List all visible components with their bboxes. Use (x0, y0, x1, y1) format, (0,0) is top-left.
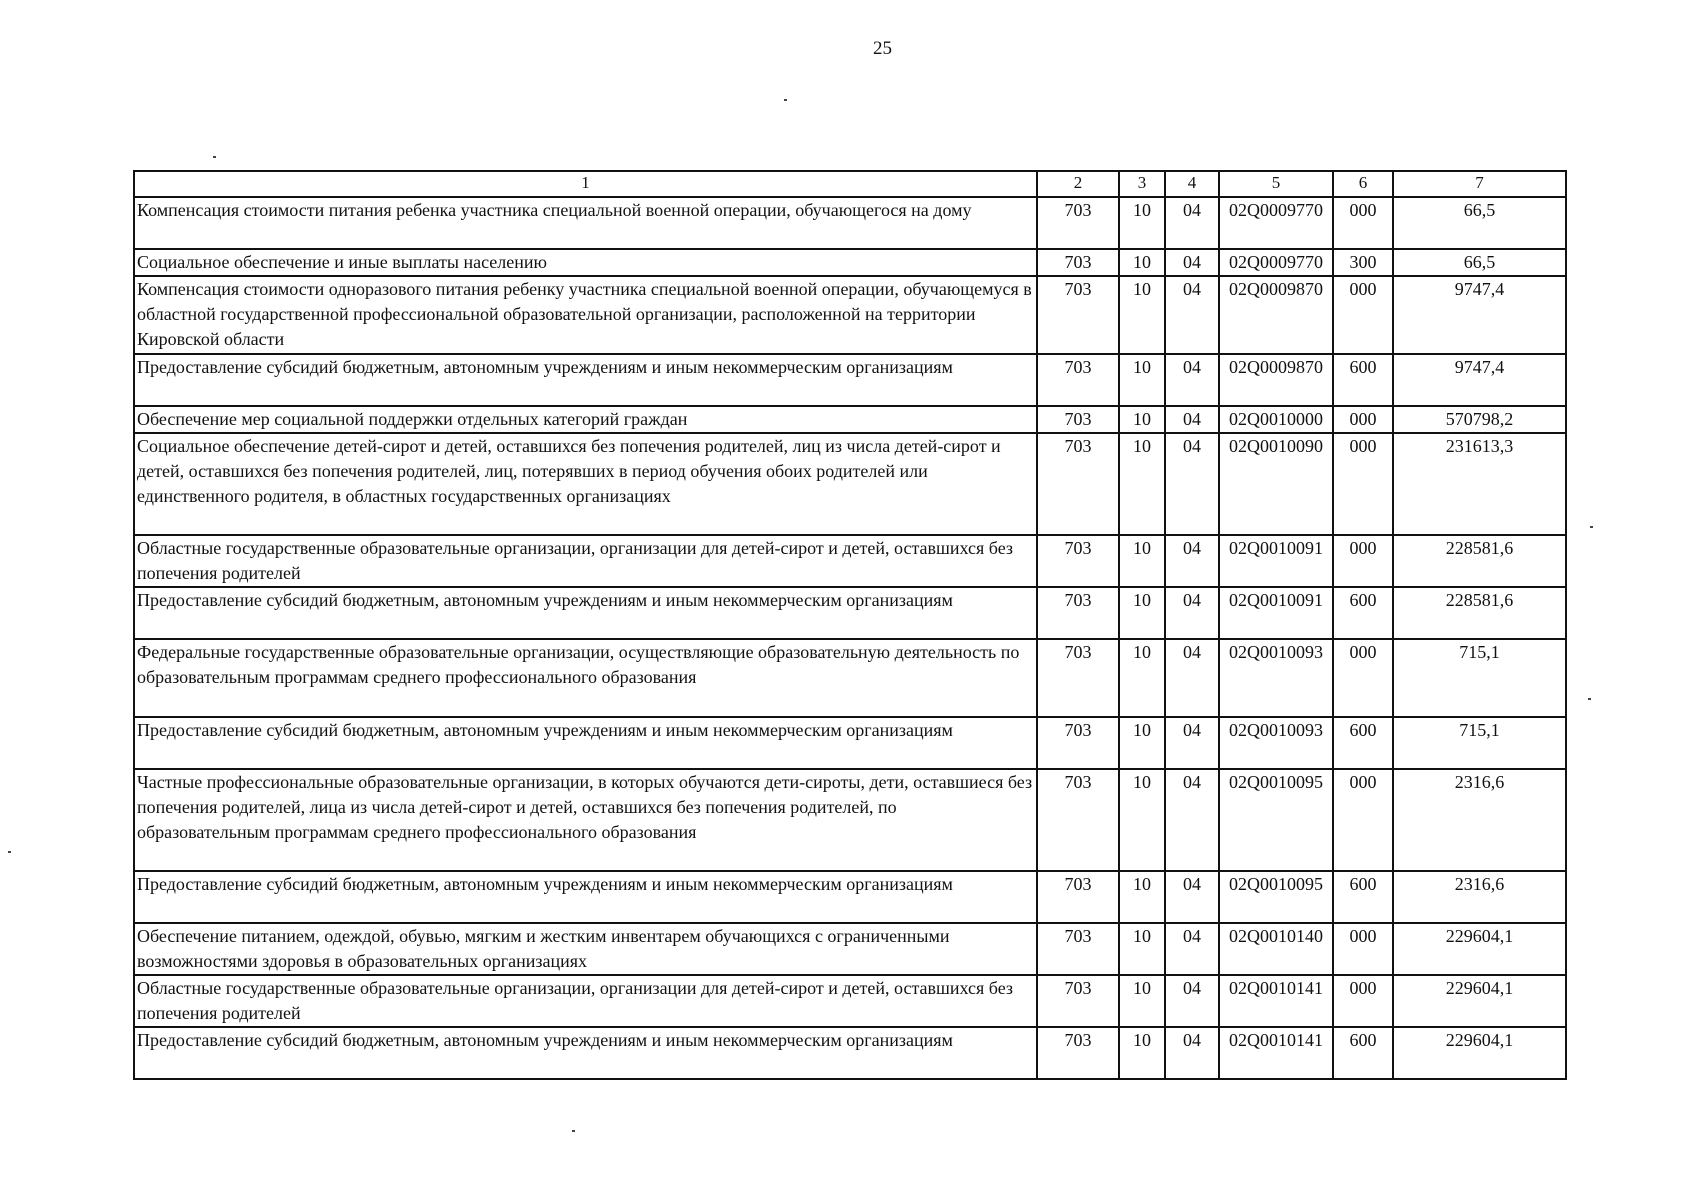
subsection-code: 04 (1165, 249, 1219, 276)
target-article-code: 02Q0009770 (1219, 197, 1333, 249)
scan-speck (1588, 698, 1591, 700)
subsection-code: 04 (1165, 406, 1219, 433)
table-row (134, 276, 1566, 354)
section-code: 10 (1119, 639, 1165, 717)
expense-type-code: 000 (1333, 406, 1393, 433)
table-row (134, 923, 1566, 975)
target-article-code: 02Q0010093 (1219, 639, 1333, 717)
column-header: 3 (1119, 171, 1165, 197)
target-article-code: 02Q0010140 (1219, 923, 1333, 975)
scan-speck (8, 851, 11, 853)
expense-name: Компенсация стоимости одноразового питания ребенку участника специальной военной операции, обучающемуся в областной государственной профессиональной образовательной организации, расположенной на территории Кировской области (134, 276, 1037, 354)
ministry-code: 703 (1037, 433, 1119, 535)
column-header: 1 (134, 171, 1037, 197)
table-row (134, 197, 1566, 249)
section-code: 10 (1119, 197, 1165, 249)
table-row (134, 975, 1566, 1027)
section-code: 10 (1119, 1027, 1165, 1079)
ministry-code: 703 (1037, 535, 1119, 587)
scan-speck (784, 99, 787, 101)
budget-table (133, 170, 1567, 1080)
subsection-code: 04 (1165, 276, 1219, 354)
expense-name: Областные государственные образовательные организации, организации для детей-сирот и детей, оставшихся без попечения родителей (134, 975, 1037, 1027)
ministry-code: 703 (1037, 587, 1119, 639)
amount: 2316,6 (1393, 769, 1566, 871)
column-header: 5 (1219, 171, 1333, 197)
expense-type-code: 000 (1333, 923, 1393, 975)
amount: 9747,4 (1393, 354, 1566, 406)
expense-type-code: 000 (1333, 197, 1393, 249)
amount: 229604,1 (1393, 923, 1566, 975)
expense-type-code: 000 (1333, 639, 1393, 717)
expense-type-code: 600 (1333, 587, 1393, 639)
amount: 2316,6 (1393, 871, 1566, 923)
target-article-code: 02Q0009770 (1219, 249, 1333, 276)
expense-name: Областные государственные образовательные организации, организации для детей-сирот и детей, оставшихся без попечения родителей (134, 535, 1037, 587)
subsection-code: 04 (1165, 717, 1219, 769)
expense-type-code: 600 (1333, 354, 1393, 406)
ministry-code: 703 (1037, 769, 1119, 871)
amount: 66,5 (1393, 249, 1566, 276)
section-code: 10 (1119, 249, 1165, 276)
section-code: 10 (1119, 871, 1165, 923)
subsection-code: 04 (1165, 433, 1219, 535)
section-code: 10 (1119, 975, 1165, 1027)
subsection-code: 04 (1165, 769, 1219, 871)
section-code: 10 (1119, 276, 1165, 354)
subsection-code: 04 (1165, 535, 1219, 587)
target-article-code: 02Q0010091 (1219, 587, 1333, 639)
section-code: 10 (1119, 354, 1165, 406)
expense-name: Компенсация стоимости питания ребенка участника специальной военной операции, обучающегося на дому (134, 197, 1037, 249)
subsection-code: 04 (1165, 1027, 1219, 1079)
amount: 66,5 (1393, 197, 1566, 249)
ministry-code: 703 (1037, 197, 1119, 249)
subsection-code: 04 (1165, 871, 1219, 923)
ministry-code: 703 (1037, 923, 1119, 975)
target-article-code: 02Q0010090 (1219, 433, 1333, 535)
amount: 570798,2 (1393, 406, 1566, 433)
scan-speck (213, 156, 216, 158)
amount: 229604,1 (1393, 975, 1566, 1027)
ministry-code: 703 (1037, 406, 1119, 433)
target-article-code: 02Q0010141 (1219, 1027, 1333, 1079)
target-article-code: 02Q0010093 (1219, 717, 1333, 769)
expense-type-code: 600 (1333, 871, 1393, 923)
table-row (134, 769, 1566, 871)
target-article-code: 02Q0009870 (1219, 276, 1333, 354)
column-header: 7 (1393, 171, 1566, 197)
expense-name: Федеральные государственные образовательные организации, осуществляющие образовательную деятельность по образовательным программам среднего профессионального образования (134, 639, 1037, 717)
target-article-code: 02Q0009870 (1219, 354, 1333, 406)
expense-name: Частные профессиональные образовательные организации, в которых обучаются дети-сироты, дети, оставшиеся без попечения родителей, лица из числа детей-сирот и детей, оставшихся без попечения родителей, по образовательным программам среднего профессионального образования (134, 769, 1037, 871)
table-row (134, 354, 1566, 406)
expense-type-code: 000 (1333, 975, 1393, 1027)
section-code: 10 (1119, 587, 1165, 639)
expense-type-code: 600 (1333, 717, 1393, 769)
amount: 715,1 (1393, 717, 1566, 769)
target-article-code: 02Q0010095 (1219, 769, 1333, 871)
section-code: 10 (1119, 923, 1165, 975)
expense-type-code: 300 (1333, 249, 1393, 276)
expense-name: Предоставление субсидий бюджетным, автономным учреждениям и иным некоммерческим организациям (134, 717, 1037, 769)
column-header: 4 (1165, 171, 1219, 197)
scan-speck (1590, 526, 1593, 528)
table-row (134, 871, 1566, 923)
amount: 228581,6 (1393, 587, 1566, 639)
target-article-code: 02Q0010141 (1219, 975, 1333, 1027)
ministry-code: 703 (1037, 871, 1119, 923)
amount: 228581,6 (1393, 535, 1566, 587)
expense-type-code: 000 (1333, 276, 1393, 354)
section-code: 10 (1119, 769, 1165, 871)
target-article-code: 02Q0010000 (1219, 406, 1333, 433)
expense-type-code: 000 (1333, 433, 1393, 535)
table-row (134, 406, 1566, 433)
expense-name: Обеспечение питанием, одеждой, обувью, мягким и жестким инвентарем обучающихся с ограниченными возможностями здоровья в образовательных организациях (134, 923, 1037, 975)
amount: 9747,4 (1393, 276, 1566, 354)
ministry-code: 703 (1037, 249, 1119, 276)
ministry-code: 703 (1037, 717, 1119, 769)
table-row (134, 587, 1566, 639)
subsection-code: 04 (1165, 197, 1219, 249)
expense-name: Обеспечение мер социальной поддержки отдельных категорий граждан (134, 406, 1037, 433)
expense-name: Социальное обеспечение детей-сирот и детей, оставшихся без попечения родителей, лиц из числа детей-сирот и детей, оставшихся без попечения родителей, лиц, потерявших в период обучения обоих родителей или единственного родителя, в областных государственных организациях (134, 433, 1037, 535)
scan-speck (572, 1130, 575, 1132)
ministry-code: 703 (1037, 276, 1119, 354)
table-row (134, 1027, 1566, 1079)
page-number: 25 (873, 38, 892, 59)
table-row (134, 639, 1566, 717)
section-code: 10 (1119, 535, 1165, 587)
expense-type-code: 000 (1333, 535, 1393, 587)
ministry-code: 703 (1037, 1027, 1119, 1079)
ministry-code: 703 (1037, 639, 1119, 717)
table-row (134, 433, 1566, 535)
subsection-code: 04 (1165, 639, 1219, 717)
table-row (134, 249, 1566, 276)
expense-name: Предоставление субсидий бюджетным, автономным учреждениям и иным некоммерческим организациям (134, 871, 1037, 923)
section-code: 10 (1119, 433, 1165, 535)
expense-name: Предоставление субсидий бюджетным, автономным учреждениям и иным некоммерческим организациям (134, 354, 1037, 406)
amount: 231613,3 (1393, 433, 1566, 535)
target-article-code: 02Q0010095 (1219, 871, 1333, 923)
expense-name: Предоставление субсидий бюджетным, автономным учреждениям и иным некоммерческим организациям (134, 587, 1037, 639)
table-row (134, 535, 1566, 587)
expense-type-code: 600 (1333, 1027, 1393, 1079)
target-article-code: 02Q0010091 (1219, 535, 1333, 587)
expense-name: Предоставление субсидий бюджетным, автономным учреждениям и иным некоммерческим организациям (134, 1027, 1037, 1079)
amount: 715,1 (1393, 639, 1566, 717)
subsection-code: 04 (1165, 587, 1219, 639)
subsection-code: 04 (1165, 975, 1219, 1027)
section-code: 10 (1119, 406, 1165, 433)
expense-type-code: 000 (1333, 769, 1393, 871)
table-row (134, 717, 1566, 769)
amount: 229604,1 (1393, 1027, 1566, 1079)
header-row (134, 171, 1566, 197)
subsection-code: 04 (1165, 354, 1219, 406)
expense-name: Социальное обеспечение и иные выплаты населению (134, 249, 1037, 276)
subsection-code: 04 (1165, 923, 1219, 975)
ministry-code: 703 (1037, 975, 1119, 1027)
ministry-code: 703 (1037, 354, 1119, 406)
section-code: 10 (1119, 717, 1165, 769)
column-header: 6 (1333, 171, 1393, 197)
column-header: 2 (1037, 171, 1119, 197)
